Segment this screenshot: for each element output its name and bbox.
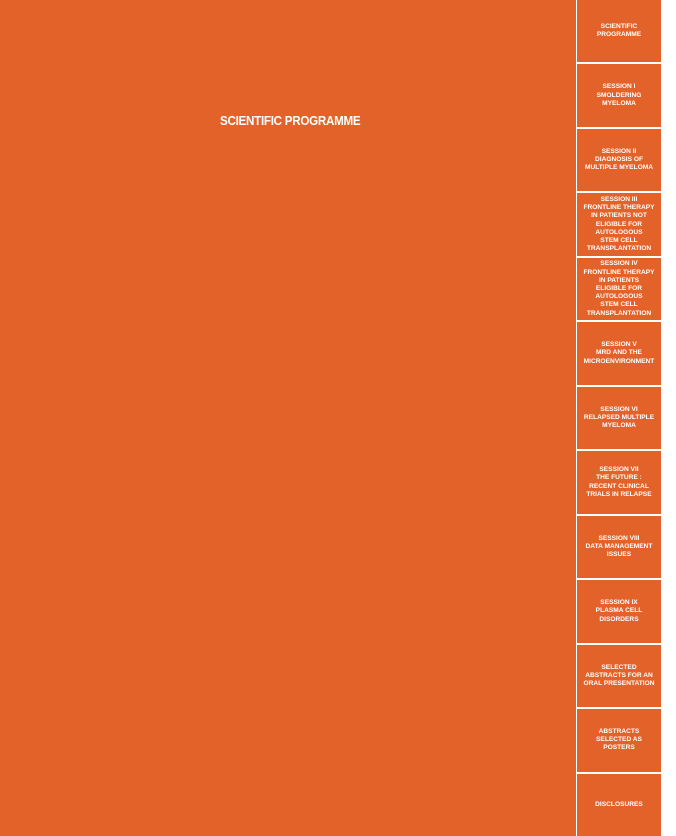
- tab-label: ABSTRACTS SELECTED AS POSTERS: [596, 728, 642, 752]
- tab-session-i[interactable]: [577, 64, 661, 128]
- tab-session-ix[interactable]: [577, 580, 661, 644]
- tab-label: SESSION III FRONTLINE THERAPY IN PATIENTS NOT ELIGIBLE FOR AUTOLOGOUS STEM CELL TRANSPLANTATION: [583, 195, 655, 253]
- tab-label: SCIENTIFIC PROGRAMME: [596, 23, 642, 39]
- tab-label: DISCLOSURES: [595, 800, 643, 808]
- tab-session-iv[interactable]: [577, 258, 661, 322]
- tab-session-vii[interactable]: [577, 451, 661, 515]
- section-tabs: [577, 0, 661, 836]
- tab-session-v[interactable]: [577, 322, 661, 386]
- tab-label: SESSION V MRD AND THE MICROENVIRONMENT: [583, 341, 655, 365]
- tab-label: SELECTED ABSTRACTS FOR AN ORAL PRESENTATION: [583, 663, 655, 688]
- page-title: SCIENTIFIC PROGRAMME: [220, 114, 361, 128]
- tab-selected-abstracts-oral[interactable]: [577, 645, 661, 709]
- tab-label: SESSION I SMOLDERING MYELOMA: [596, 83, 642, 107]
- tab-session-viii[interactable]: [577, 516, 661, 580]
- tab-scientific-programme[interactable]: [577, 0, 661, 64]
- tab-abstracts-posters[interactable]: [577, 709, 661, 773]
- tab-session-vi[interactable]: [577, 387, 661, 451]
- tab-label: SESSION VII THE FUTURE : RECENT CLINICAL TRIALS IN RELAPSE: [586, 466, 652, 498]
- tab-session-iii[interactable]: [577, 193, 661, 257]
- tab-session-ii[interactable]: [577, 129, 661, 193]
- tab-label: SESSION VIII DATA MANAGEMENT ISSUES: [585, 534, 653, 559]
- tab-label: SESSION IV FRONTLINE THERAPY IN PATIENTS ELIGIBLE FOR AUTOLOGOUS STEM CELL TRANSPLANTATION: [583, 260, 655, 317]
- tab-label: SESSION II DIAGNOSIS OF MULTIPLE MYELOMA: [584, 147, 653, 172]
- tab-label: SESSION IX PLASMA CELL DISORDERS: [595, 599, 643, 623]
- tab-disclosures[interactable]: [577, 774, 661, 836]
- tab-label: SESSION VI RELAPSED MULTIPLE MYELOMA: [583, 405, 655, 430]
